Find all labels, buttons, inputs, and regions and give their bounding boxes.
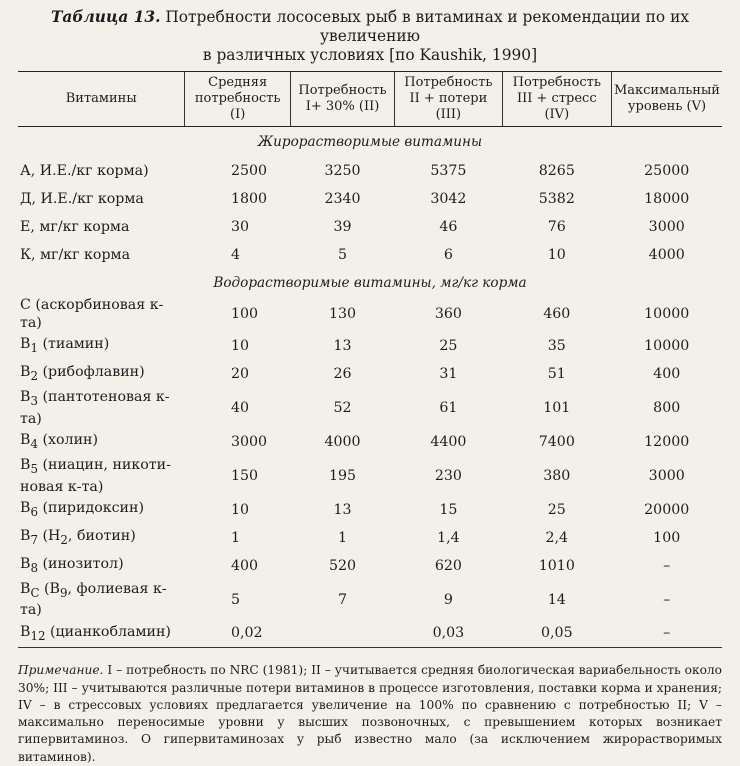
value-cell-4: 380: [543, 467, 571, 484]
value-cell-5: 10000: [644, 306, 690, 322]
vitamin-subscript: 7: [30, 532, 38, 547]
header-col-5: Максимальный уровень (V): [611, 72, 722, 127]
table-row: [18, 580, 722, 620]
table-row: [18, 213, 722, 241]
value-cell-1: 20: [230, 366, 249, 382]
value-cell-3: 9: [443, 591, 453, 608]
value-cell-5: 25000: [644, 163, 690, 179]
value-cell-1: 400: [230, 557, 259, 574]
vitamin-desc: (тиамин): [37, 336, 110, 353]
value-cell-1: 150: [230, 467, 259, 484]
value-cell-5: 100: [653, 529, 681, 546]
value-cell-1: 40: [230, 399, 249, 416]
vitamin-name: Е, мг/кг корма: [20, 219, 130, 235]
vitamin-name: [18, 552, 185, 580]
value-cell-4: 460: [543, 306, 571, 322]
header-col-3: Потребность II + потери (III): [395, 72, 503, 127]
vitamin-subscript: 2: [30, 368, 38, 383]
vitamin-subscript: 3: [30, 393, 38, 408]
value-cell-3: 15: [439, 501, 458, 518]
vitamin-letter: В: [20, 431, 31, 448]
vitamin-desc: (пантотеновая к-та): [20, 389, 170, 427]
value-cell-5: –: [663, 557, 671, 574]
value-cell-3: 61: [439, 399, 458, 416]
value-cell-4: 51: [547, 366, 566, 382]
vitamin-subscript: 4: [30, 436, 38, 451]
caption-title: Потребности лососевых рыб в витаминах и рекомендации по их увеличению: [165, 8, 690, 45]
value-cell-3: 1,4: [437, 529, 460, 546]
value-cell-2: 5: [337, 247, 348, 263]
vitamin-letter: В: [20, 527, 31, 544]
value-cell-5: –: [611, 619, 722, 648]
vitamin-desc: (холин): [37, 431, 99, 448]
vitamin-name: К, мг/кг корма: [20, 247, 131, 263]
value-cell-3: 46: [439, 219, 458, 235]
table-note: [18, 662, 722, 765]
table-row: [18, 552, 722, 580]
vitamin-desc-2: , фолиевая к-та): [20, 580, 167, 619]
vitamin-name: [18, 388, 185, 428]
value-cell-4: 76: [547, 219, 566, 235]
value-cell-4: 5382: [538, 191, 575, 207]
value-cell-5: 20000: [644, 501, 690, 518]
value-cell-2: 195: [328, 467, 357, 484]
value-cell-1: 3000: [230, 433, 268, 450]
table-row: [18, 157, 722, 185]
vitamin-subscript: 8: [30, 560, 38, 575]
vitamin-name: [18, 619, 185, 648]
vitamin-desc: (цианкобламин): [45, 623, 171, 640]
value-cell-2: 7: [337, 591, 348, 608]
table-row: [18, 428, 722, 456]
vitamin-desc: (Н: [37, 527, 61, 544]
value-cell-1: 10: [230, 501, 249, 518]
value-cell-4: 8265: [538, 163, 575, 179]
table-row: [18, 456, 722, 496]
caption-label: Таблица 13.: [50, 8, 161, 26]
value-cell-1: 2500: [230, 163, 268, 179]
vitamin-desc-2: , биотин): [67, 527, 136, 544]
value-cell-3: 31: [439, 366, 458, 382]
value-cell-2: 13: [333, 338, 352, 354]
value-cell-2: [290, 619, 394, 648]
vitamin-name: [18, 360, 185, 388]
value-cell-2: 13: [333, 501, 352, 518]
section-title: Водорастворимые витамины, мг/кг корма: [213, 274, 527, 291]
vitamin-desc-cont: новая к-та): [20, 478, 104, 495]
value-cell-2: 4000: [324, 433, 361, 450]
value-cell-2: 39: [333, 219, 352, 235]
value-cell-4: 7400: [538, 433, 575, 450]
value-cell-1: 5: [230, 591, 240, 608]
value-cell-1: 100: [230, 306, 259, 322]
vitamin-letter: В: [20, 389, 31, 405]
vitamin-name: [18, 428, 185, 456]
value-cell-5: 18000: [644, 191, 690, 207]
vitamin-name: [18, 496, 185, 524]
vitamin-letter: В: [20, 456, 31, 473]
vitamin-desc: (ниацин, никоти-: [37, 456, 171, 473]
value-cell-5: 12000: [644, 433, 690, 450]
vitamin-desc: (инозитол): [37, 555, 124, 572]
note-label: Примечание.: [18, 663, 104, 678]
vitamin-desc: (аскорбиновая к-та): [20, 297, 164, 331]
value-cell-2: 130: [328, 306, 357, 322]
value-cell-3: 5375: [430, 163, 467, 179]
value-cell-3: 6: [443, 247, 453, 263]
header-col-4: Потребность III + стресс (IV): [502, 72, 611, 127]
vitamin-subscript: 1: [30, 340, 38, 355]
vitamin-letter: В: [20, 623, 31, 640]
value-cell-2: 1: [337, 529, 348, 546]
value-cell-4: 2,4: [545, 529, 569, 546]
table-row: [18, 296, 722, 332]
caption-line-1: [18, 8, 722, 46]
table-row: [18, 185, 722, 213]
value-cell-2: 2340: [324, 191, 361, 207]
vitamin-subscript: 5: [30, 461, 38, 476]
vitamin-desc: (пиридоксин): [37, 499, 145, 516]
vitamin-name: [18, 524, 185, 552]
header-vitamins: Витамины: [18, 72, 185, 127]
value-cell-1: 1800: [230, 191, 268, 207]
vitamin-letter: В: [20, 364, 31, 381]
table-row: [18, 496, 722, 524]
vitamin-name: [18, 580, 185, 620]
table-row: [18, 360, 722, 388]
vitamin-subscript: 12: [30, 628, 46, 643]
section-fat-soluble: Жирорастворимые витамины: [257, 134, 483, 150]
value-cell-1: 0,02: [185, 619, 290, 648]
section-water-soluble: [18, 269, 722, 296]
vitamin-subscript-2: 2: [60, 532, 68, 547]
vitamin-letter: В: [20, 580, 31, 597]
vitamin-name: [18, 296, 185, 332]
vitamin-name: А, И.Е./кг корма): [20, 163, 149, 179]
value-cell-5: 4000: [648, 247, 685, 263]
vitamin-letter: В: [20, 499, 31, 516]
vitamin-name: [18, 456, 185, 496]
value-cell-5: 10000: [644, 338, 690, 354]
table-header-row: [18, 72, 722, 127]
value-cell-2: 52: [333, 399, 352, 416]
value-cell-3: 4400: [430, 433, 467, 450]
value-cell-3: 25: [439, 338, 458, 354]
value-cell-2: 26: [333, 366, 352, 382]
vitamin-letter: В: [20, 336, 31, 353]
value-cell-4: 101: [543, 399, 571, 416]
value-cell-4: 35: [547, 338, 566, 354]
value-cell-5: 800: [653, 399, 681, 416]
value-cell-4: 10: [547, 247, 566, 263]
value-cell-5: 3000: [648, 467, 685, 484]
vitamin-letter: С: [20, 297, 31, 313]
value-cell-1: 10: [230, 338, 249, 354]
value-cell-5: 400: [653, 366, 681, 382]
table-caption: [18, 8, 722, 65]
vitamin-name: [18, 332, 185, 360]
value-cell-4: 1010: [538, 557, 575, 574]
header-col-2: Потребность I+ 30% (II): [290, 72, 394, 127]
value-cell-3: 0,03: [395, 619, 503, 648]
value-cell-3: 3042: [430, 191, 467, 207]
vitamin-subscript-2: 9: [59, 585, 68, 600]
header-col-1: Средняя потребность (I): [185, 72, 290, 127]
value-cell-1: 1: [230, 529, 240, 546]
table-row: [18, 524, 722, 552]
value-cell-4: 0,05: [502, 619, 611, 648]
value-cell-2: 3250: [324, 163, 361, 179]
table-row: [18, 619, 722, 648]
value-cell-3: 230: [434, 467, 462, 484]
table-row: [18, 241, 722, 269]
value-cell-4: 14: [547, 591, 566, 608]
vitamin-letter: В: [20, 555, 31, 572]
vitamin-subscript: 6: [30, 504, 38, 519]
value-cell-1: 30: [230, 219, 249, 235]
vitamin-name: Д, И.Е./кг корма: [20, 191, 144, 207]
value-cell-5: 3000: [648, 219, 685, 235]
value-cell-1: 4: [230, 247, 240, 263]
vitamin-desc: (В: [39, 580, 60, 597]
value-cell-3: 360: [434, 306, 462, 322]
vitamin-subscript: С: [30, 585, 40, 600]
value-cell-5: –: [663, 591, 671, 608]
table-row: [18, 332, 722, 360]
caption-line-2: в различных условиях [по Kaushik, 1990]: [202, 46, 538, 64]
vitamin-desc: (рибофлавин): [37, 364, 145, 381]
note-text: I – потребность по NRC (1981); II – учитывается средняя биологическая вариабельность около 30%; III – учитываются различные потери витаминов в процессе изготовления, поставки корма и хранения; IV – в стрессовых условиях предлагается увеличение на 100% по сравнению с потребностью II; V – максимально переносимые уровни у высших позвоночных, с превышением которых возникает гипервитаминоз. О гипервитаминозах у рыб известно мало (за исключением жирорастворимых витаминов).: [18, 663, 722, 764]
value-cell-2: 520: [328, 557, 357, 574]
value-cell-4: 25: [547, 501, 566, 518]
value-cell-3: 620: [434, 557, 462, 574]
vitamin-table: [18, 71, 722, 648]
table-row: [18, 388, 722, 428]
